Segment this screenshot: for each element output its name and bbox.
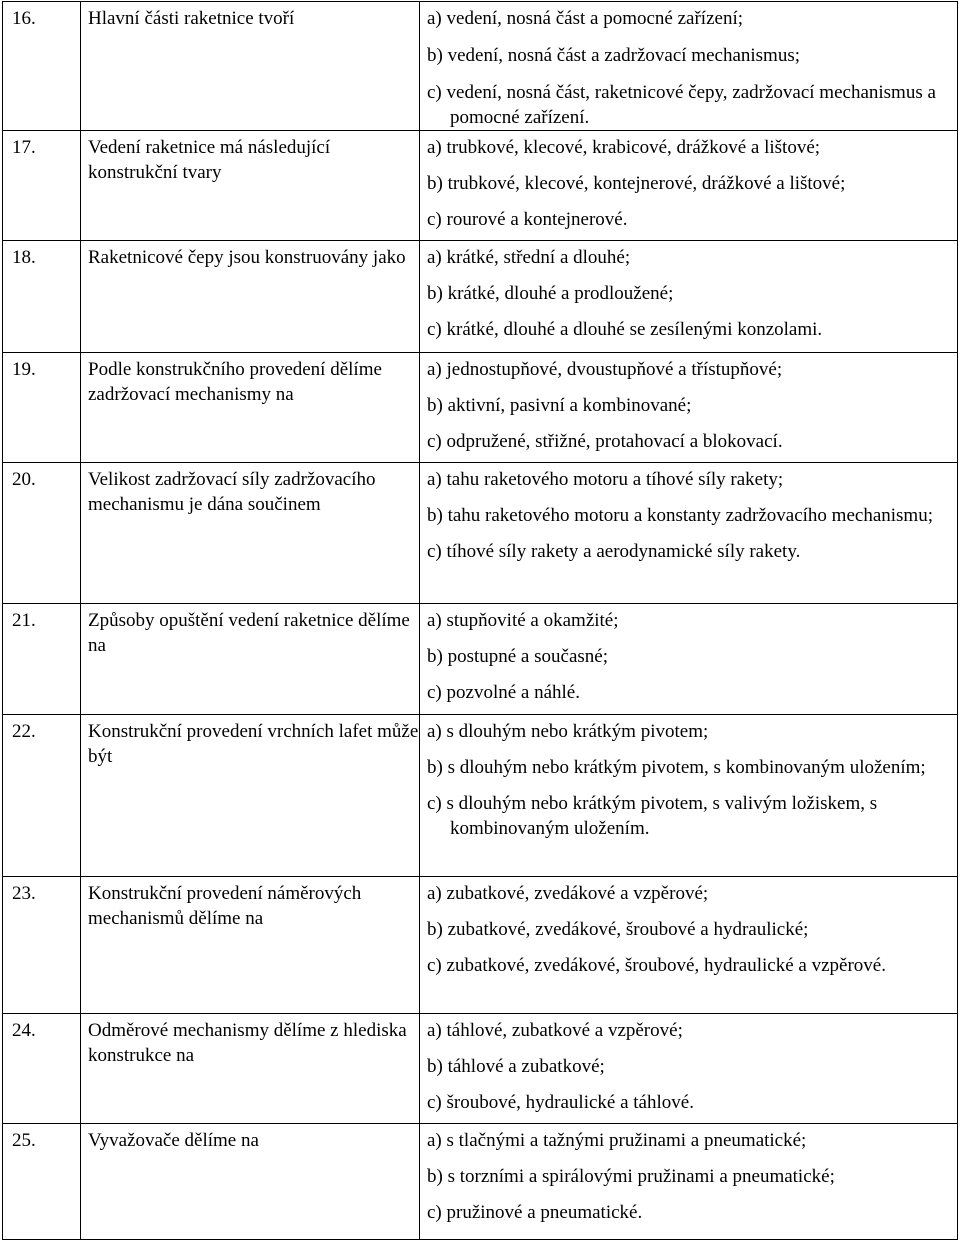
question-row xyxy=(3,604,958,715)
answer-option-b: b) aktivní, pasivní a kombinované; xyxy=(427,395,692,416)
answer-option-a: a) vedení, nosná část a pomocné zařízení; xyxy=(427,8,743,29)
question-number: 25. xyxy=(3,1124,81,1240)
answer-option-a: a) tahu raketového motoru a tíhové síly rakety; xyxy=(427,469,784,490)
question-row xyxy=(3,1124,958,1240)
question-number: 17. xyxy=(3,131,81,241)
answer-option-c: c) zubatkové, zvedákové, šroubové, hydraulické a vzpěrové. xyxy=(427,955,886,976)
question-number: 23. xyxy=(3,877,81,1014)
question-text: Raketnicové čepy jsou konstruovány jako xyxy=(81,241,420,353)
question-row xyxy=(3,877,958,1014)
question-row xyxy=(3,1014,958,1124)
answer-options xyxy=(420,1124,958,1240)
question-text: Odměrové mechanismy dělíme z hlediska konstrukce na xyxy=(81,1014,420,1124)
question-number: 18. xyxy=(3,241,81,353)
question-text: Konstrukční provedení vrchních lafet může být xyxy=(81,715,420,877)
answer-option-a: a) táhlové, zubatkové a vzpěrové; xyxy=(427,1020,683,1041)
answer-option-c: c) krátké, dlouhé a dlouhé se zesílenými konzolami. xyxy=(427,319,823,340)
answer-option-a: a) stupňovité a okamžité; xyxy=(427,610,619,631)
answer-option-a: a) zubatkové, zvedákové a vzpěrové; xyxy=(427,883,709,904)
question-text: Konstrukční provedení náměrových mechanismů dělíme na xyxy=(81,877,420,1014)
answer-options xyxy=(420,2,958,131)
answer-option-b: b) vedení, nosná část a zadržovací mechanismus; xyxy=(427,45,800,66)
answer-options xyxy=(420,241,958,353)
question-number: 16. xyxy=(3,2,81,131)
answer-option-c: c) rourové a kontejnerové. xyxy=(427,209,628,230)
answer-option-c: c) tíhové síly rakety a aerodynamické síly rakety. xyxy=(427,541,801,562)
answer-option-a: a) s tlačnými a tažnými pružinami a pneumatické; xyxy=(427,1130,807,1151)
question-text: Podle konstrukčního provedení dělíme zadržovací mechanismy na xyxy=(81,353,420,463)
question-row xyxy=(3,131,958,241)
answer-option-b: b) tahu raketového motoru a konstanty zadržovacího mechanismu; xyxy=(427,505,933,526)
answer-options xyxy=(420,715,958,877)
answer-option-b: b) s torzními a spirálovými pružinami a pneumatické; xyxy=(427,1166,835,1187)
question-row xyxy=(3,2,958,131)
answer-options xyxy=(420,131,958,241)
answer-option-c: c) šroubové, hydraulické a táhlové. xyxy=(427,1092,694,1113)
answer-option-a: a) trubkové, klecové, krabicové, drážkové a lištové; xyxy=(427,137,821,158)
question-row xyxy=(3,715,958,877)
question-number: 21. xyxy=(3,604,81,715)
answer-options xyxy=(420,1014,958,1124)
answer-option-b: b) krátké, dlouhé a prodloužené; xyxy=(427,283,674,304)
answer-option-a: a) jednostupňové, dvoustupňové a třístupňové; xyxy=(427,359,783,380)
answer-option-b: b) s dlouhým nebo krátkým pivotem, s kombinovaným uložením; xyxy=(427,757,926,778)
question-number: 19. xyxy=(3,353,81,463)
answer-options xyxy=(420,604,958,715)
question-text: Způsoby opuštění vedení raketnice dělíme na xyxy=(81,604,420,715)
answer-options xyxy=(420,463,958,604)
answer-option-c: c) pozvolné a náhlé. xyxy=(427,682,580,703)
answer-option-c: c) odpružené, střižné, protahovací a blokovací. xyxy=(427,431,783,452)
question-row xyxy=(3,353,958,463)
question-number: 20. xyxy=(3,463,81,604)
question-number: 24. xyxy=(3,1014,81,1124)
answer-options xyxy=(420,877,958,1014)
answer-option-a: a) s dlouhým nebo krátkým pivotem; xyxy=(427,721,709,742)
question-row xyxy=(3,241,958,353)
answer-option-c: c) pružinové a pneumatické. xyxy=(427,1202,643,1223)
question-table xyxy=(2,1,958,1240)
answer-option-b: b) táhlové a zubatkové; xyxy=(427,1056,605,1077)
question-number: 22. xyxy=(3,715,81,877)
question-text: Hlavní části raketnice tvoří xyxy=(81,2,420,131)
answer-option-c: c) vedení, nosná část, raketnicové čepy, zadržovací mechanismus a pomocné zařízení. xyxy=(427,82,936,128)
answer-options xyxy=(420,353,958,463)
answer-option-b: b) zubatkové, zvedákové, šroubové a hydraulické; xyxy=(427,919,809,940)
question-text: Vedení raketnice má následující konstrukční tvary xyxy=(81,131,420,241)
question-text: Velikost zadržovací síly zadržovacího mechanismu je dána součinem xyxy=(81,463,420,604)
answer-option-a: a) krátké, střední a dlouhé; xyxy=(427,247,631,268)
answer-option-b: b) postupné a současné; xyxy=(427,646,608,667)
answer-option-b: b) trubkové, klecové, kontejnerové, drážkové a lištové; xyxy=(427,173,846,194)
answer-option-c: c) s dlouhým nebo krátkým pivotem, s valivým ložiskem, s kombinovaným uložením. xyxy=(427,793,878,839)
question-text: Vyvažovače dělíme na xyxy=(81,1124,420,1240)
question-row xyxy=(3,463,958,604)
